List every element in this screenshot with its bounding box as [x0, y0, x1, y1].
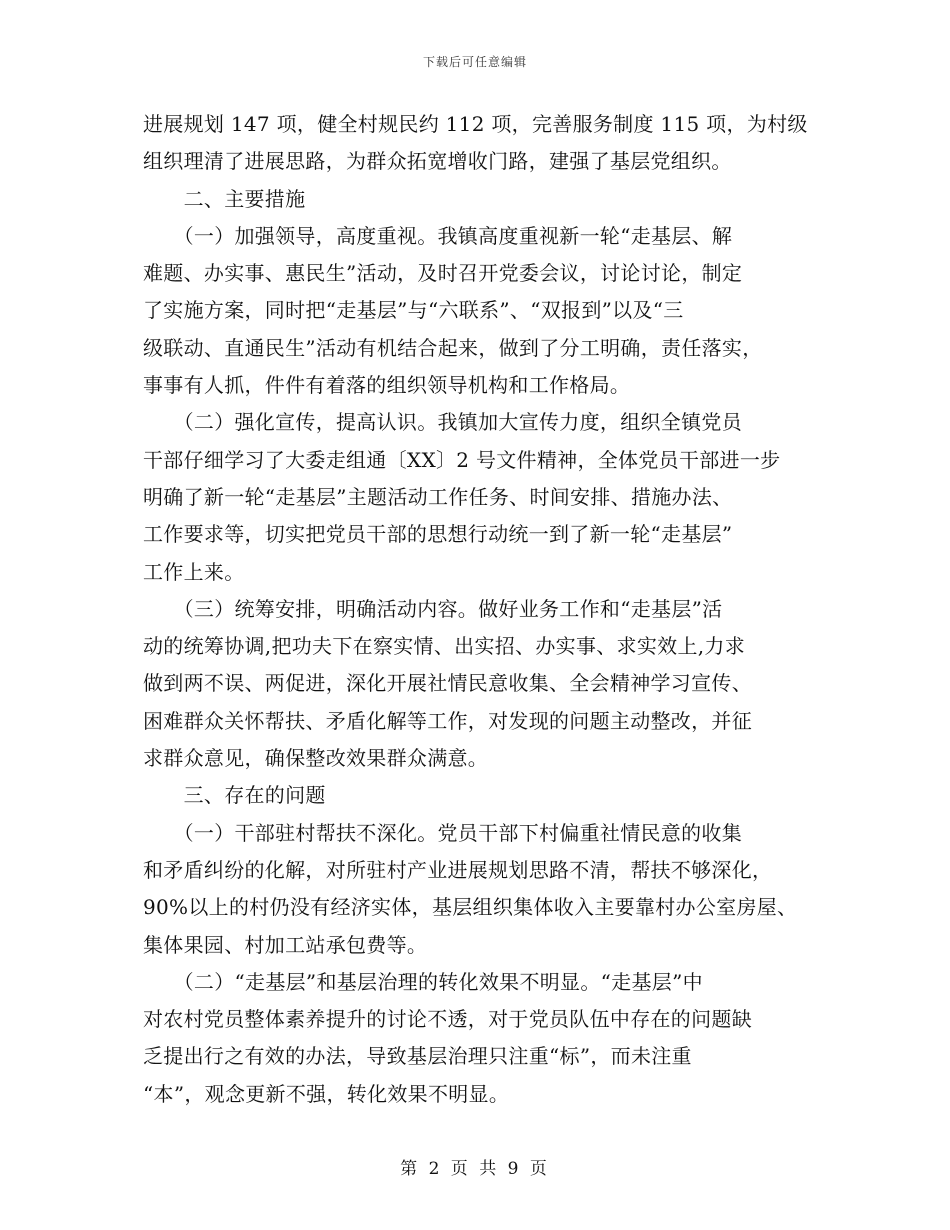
text-line: 组织理清了进展思路，为群众拓宽增收门路，建强了基层党组织。 [143, 149, 732, 174]
text-line: 工作要求等，切实把党员干部的思想行动统一到了新一轮“走基层” [143, 522, 733, 547]
text-line: 求群众意见，确保整改效果群众满意。 [143, 746, 489, 771]
text-line: “本”，观念更新不强，转化效果不明显。 [143, 1081, 510, 1106]
text-line: （二）强化宣传，提高认识。我镇加大宣传力度，组织全镇党员 [143, 410, 742, 435]
text-line: 乏提出行之有效的办法，导致基层治理只注重“标”，而未注重 [143, 1044, 692, 1069]
text-line: （三）统筹安排，明确活动内容。做好业务工作和“走基层”活 [143, 596, 723, 621]
text-line: 对农村党员整体素养提升的讨论不透，对于党员队伍中存在的问题缺 [143, 1007, 752, 1032]
text-line: （一）干部驻村帮扶不深化。党员干部下村偏重社情民意的收集 [143, 820, 742, 845]
text-line: 难题、办实事、惠民生”活动，及时召开党委会议，讨论讨论，制定 [143, 261, 743, 286]
text-line: 了实施方案，同时把“走基层”与“六联系”、“双报到”以及“三 [143, 298, 684, 323]
text-line: 明确了新一轮“走基层”主题活动工作任务、时间安排、措施办法、 [143, 484, 733, 509]
text-line: 困难群众关怀帮扶、矛盾化解等工作，对发现的问题主动整改，并征 [143, 708, 752, 733]
text-line: 事事有人抓，件件有着落的组织领导机构和工作格局。 [143, 373, 631, 398]
section-heading: 二、主要措施 [143, 186, 306, 211]
text-line: 干部仔细学习了大委走组通〔XX〕2 号文件精神，全体党员干部进一步 [143, 447, 781, 472]
text-line: 90%以上的村仍没有经济实体，基层组织集体收入主要靠村办公室房屋、 [143, 895, 798, 920]
text-line: 和矛盾纠纷的化解，对所驻村产业进展规划思路不清，帮扶不够深化， [143, 857, 773, 882]
text-line: （一）加强领导，高度重视。我镇高度重视新一轮“走基层、解 [143, 223, 733, 248]
section-heading: 三、存在的问题 [143, 783, 326, 808]
text-line: 工作上来。 [143, 559, 245, 584]
text-line: 做到两不误、两促进，深化开展社情民意收集、全会精神学习宣传、 [143, 671, 752, 696]
page-header: 下载后可任意编辑 [422, 55, 527, 69]
text-line: （二）“走基层”和基层治理的转化效果不明显。“走基层”中 [143, 969, 703, 994]
text-line: 动的统筹协调,把功夫下在察实情、出实招、办实事、求实效上,力求 [143, 634, 746, 659]
text-line: 集体果园、村加工站承包费等。 [143, 932, 428, 957]
text-line: 进展规划 147 项，健全村规民约 112 项，完善服务制度 115 项，为村级 [143, 112, 808, 136]
page-number-footer: 第 2 页 共 9 页 [400, 1159, 550, 1179]
text-line: 级联动、直通民生”活动有机结合起来，做到了分工明确，责任落实， [143, 335, 763, 360]
document-body [143, 106, 823, 1113]
